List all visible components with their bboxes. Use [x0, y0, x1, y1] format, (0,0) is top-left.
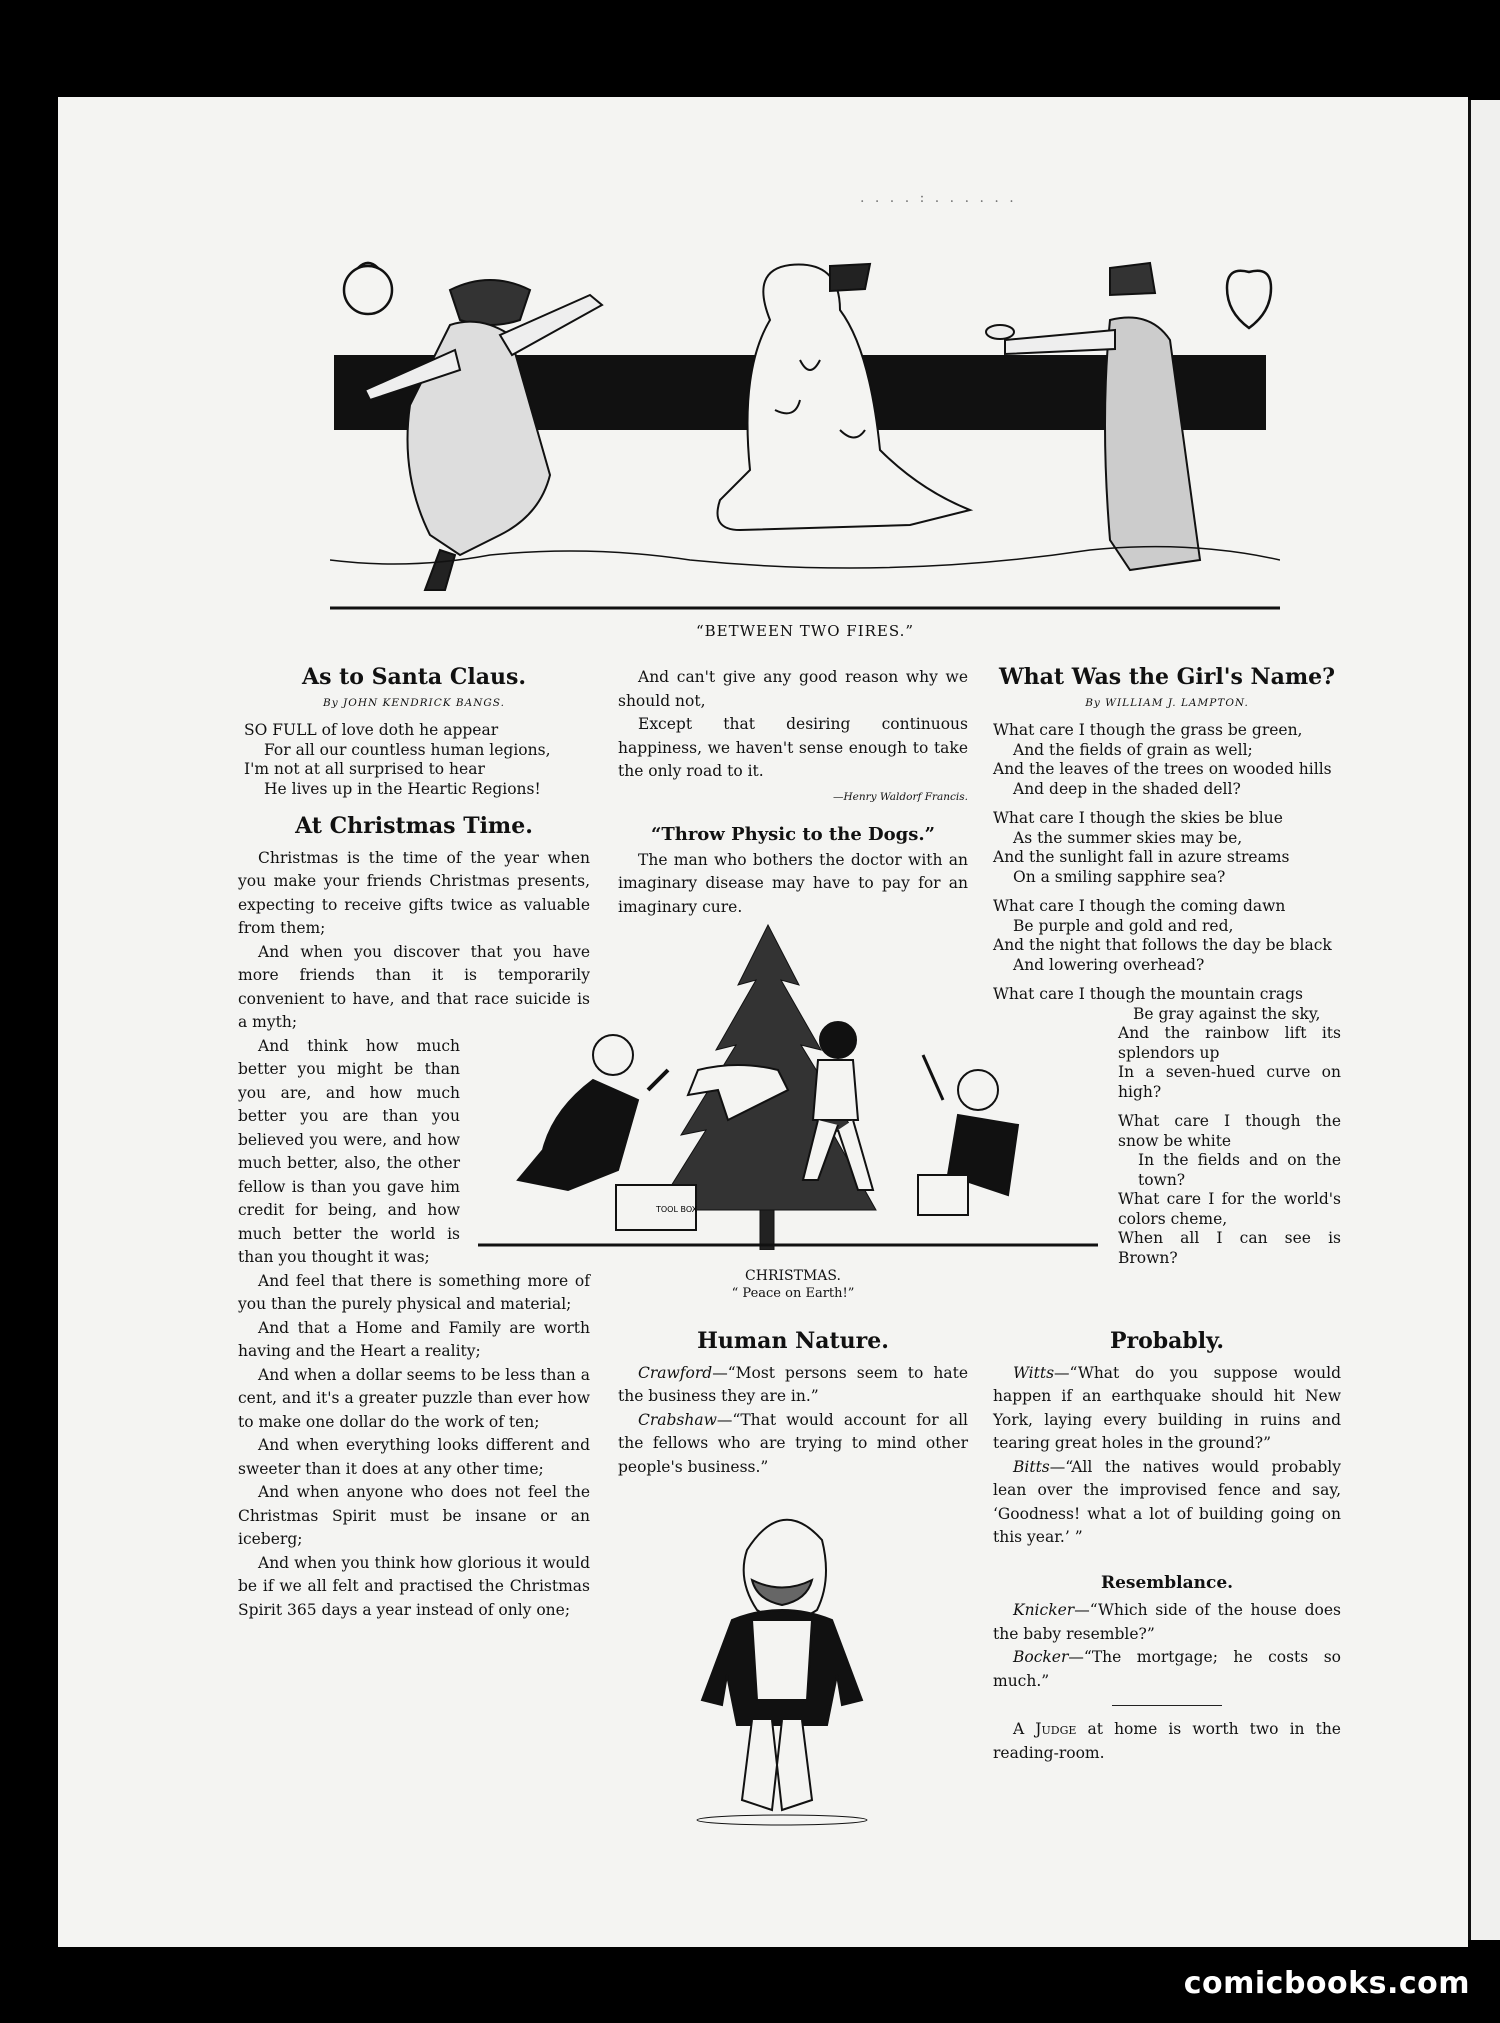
- poem-line: And the fields of grain as well;: [1013, 740, 1253, 759]
- probably-section: [993, 1330, 1341, 1765]
- girls-name-poem: [993, 721, 1341, 1268]
- adjacent-page-edge: [1468, 100, 1500, 1940]
- poem-line: What care I though the snow be white: [1118, 1112, 1341, 1150]
- dialogue-text: —“What do you suppose would happen if an earthquake should hit New York, laying every building in ruins and tearing great holes in the ground?”: [993, 1363, 1341, 1452]
- poem-line: And the night that follows the day be black: [993, 936, 1332, 954]
- poem-line: And the leaves of the trees on wooded hills: [993, 760, 1332, 778]
- poem-line: Be gray against the sky,: [1133, 1004, 1321, 1023]
- poem-line: And the sunlight fall in azure streams: [993, 848, 1290, 866]
- speaker-name: Witts: [1013, 1363, 1055, 1382]
- christmas-caption: [618, 1267, 968, 1303]
- dialogue-line: [993, 1599, 1341, 1646]
- speaker-name: Knicker: [1013, 1601, 1075, 1619]
- watermark: comicbooks.com: [1183, 1966, 1470, 2001]
- left-woman-figure: [365, 280, 602, 590]
- judge-suffix: at home is worth two in the reading-room.: [993, 1720, 1341, 1762]
- column-middle: [618, 666, 968, 919]
- paragraph: And think how much better you might be than you are, and how much better you are than you believed you were, and how much better, also, the other fellow is than you gave him credit for being, and how much better the world is than you thought it was;: [238, 1036, 460, 1266]
- poem-line: When all I can see is Brown?: [1118, 1229, 1341, 1267]
- stanza: [993, 809, 1341, 887]
- paragraph: And when anyone who does not feel the Christmas Spirit must be insane or an iceberg;: [238, 1483, 590, 1548]
- christmas-time-title: At Christmas Time.: [295, 813, 533, 839]
- dialogue-line: [618, 1409, 968, 1480]
- christmas-caption-subtitle: “ Peace on Earth!”: [731, 1286, 855, 1301]
- paragraph: And can't give any good reason why we should not,: [618, 668, 968, 710]
- poem-line: What care I though the grass be green,: [993, 721, 1303, 739]
- speaker-name: Crabshaw: [638, 1410, 717, 1429]
- santa-claus-byline: By JOHN KENDRICK BANGS.: [323, 696, 505, 709]
- gentleman-caricature-illustration: [692, 1490, 872, 1830]
- dialogue-line: [993, 1646, 1341, 1693]
- dialogue-text: —“That would account for all the fellows who are trying to mind other people's business.”: [618, 1410, 968, 1476]
- girls-name-title: What Was the Girl's Name?: [998, 664, 1336, 690]
- poem-line: SO FULL of love doth he appear: [244, 721, 499, 739]
- stanza: [993, 721, 1341, 799]
- paragraph: Christmas is the time of the year when you make your friends Christmas presents, expecting to receive gifts twice as valuable from them;: [238, 848, 590, 937]
- page-speckle: . . . . : . . . . . .: [860, 190, 1017, 206]
- paragraph: And when a dollar seems to be less than a cent, and it's a greater puzzle than ever how to make one dollar do the work of ten;: [238, 1365, 590, 1431]
- poem-line: What care I though the mountain crags: [993, 985, 1303, 1003]
- paragraph: Except that desiring continuous happiness, we haven't sense enough to take the only road to it.: [618, 715, 968, 780]
- dialogue-line: [993, 1456, 1341, 1550]
- poem-line: In the fields and on the town?: [1138, 1151, 1341, 1189]
- christmas-caption-title: CHRISTMAS.: [745, 1268, 841, 1284]
- stanza: [993, 985, 1341, 1102]
- human-nature-section: [618, 1330, 968, 1479]
- human-nature-title: Human Nature.: [697, 1328, 889, 1354]
- judge-note: [993, 1718, 1341, 1765]
- apple-ornament-left: [344, 263, 392, 314]
- paragraph: And when everything looks different and sweeter than it does at any other time;: [238, 1436, 590, 1478]
- paragraph: The man who bothers the doctor with an imaginary disease may have to pay for an imaginary cure.: [618, 850, 968, 916]
- dialogue-text: —“All the natives would probably lean over the improvised fence and say, ‘Goodness! what a lot of building going on this year.’ ”: [993, 1457, 1341, 1546]
- paragraph: And that a Home and Family are worth having and the Heart a reality;: [238, 1318, 590, 1360]
- toolbox-label: TOOL BOX: [656, 1205, 698, 1214]
- poem-line: He lives up in the Heartic Regions!: [264, 779, 541, 798]
- christmas-time-attribution: —Henry Waldorf Francis.: [833, 790, 968, 803]
- poem-line: In a seven-hued curve on high?: [1118, 1063, 1341, 1101]
- poem-line: What care I for the world's colors cheme,: [1118, 1190, 1341, 1228]
- between-two-fires-illustration: [330, 250, 1280, 615]
- poem-line: And lowering overhead?: [1013, 955, 1205, 974]
- paragraph: And feel that there is something more of you than the purely physical and material;: [238, 1271, 590, 1313]
- judge-name: Judge: [1035, 1720, 1077, 1738]
- santa-claus-poem: [238, 721, 590, 799]
- heart-ornament-right: [1227, 271, 1271, 328]
- poem-line: For all our countless human legions,: [264, 740, 551, 759]
- speaker-name: Crawford: [638, 1363, 713, 1382]
- poem-line: And the rainbow lift its splendors up: [1118, 1024, 1341, 1062]
- paragraph: And when you discover that you have more friends than it is temporarily convenient to have, and that race suicide is a myth;: [238, 942, 590, 1031]
- resemblance-title: Resemblance.: [1100, 1572, 1234, 1593]
- poem-line: What care I though the coming dawn: [993, 897, 1286, 915]
- probably-title: Probably.: [1109, 1328, 1225, 1354]
- stanza: [993, 897, 1341, 975]
- stanza: [993, 1112, 1341, 1268]
- speaker-name: Bocker: [1013, 1648, 1069, 1666]
- poem-line: And deep in the shaded dell?: [1013, 779, 1241, 798]
- dialogue-text: —“Most persons seem to hate the business they are in.”: [618, 1363, 968, 1405]
- divider-rule: [1112, 1705, 1222, 1706]
- poem-line: On a smiling sapphire sea?: [1013, 867, 1226, 886]
- dialogue-line: [993, 1362, 1341, 1456]
- dialogue-line: [618, 1362, 968, 1409]
- column-right: [993, 666, 1341, 1268]
- throw-physic-title: “Throw Physic to the Dogs.”: [650, 824, 936, 845]
- top-illustration-caption: “BETWEEN TWO FIRES.”: [695, 622, 915, 640]
- boy-with-hammer: [518, 1035, 696, 1230]
- poem-line: I'm not at all surprised to hear: [244, 760, 485, 778]
- poem-line: As the summer skies may be,: [1013, 828, 1243, 847]
- poem-line: What care I though the skies be blue: [993, 809, 1283, 827]
- dialogue-text: —“Which side of the house does the baby resemble?”: [993, 1601, 1341, 1643]
- dialogue-text: —“The mortgage; he costs so much.”: [993, 1648, 1341, 1690]
- paragraph: And when you think how glorious it would be if we all felt and practised the Christmas Spirit 365 days a year instead of only one;: [238, 1553, 590, 1619]
- santa-claus-title: As to Santa Claus.: [302, 664, 526, 690]
- girls-name-byline: By WILLIAM J. LAMPTON.: [1085, 696, 1249, 709]
- speaker-name: Bitts: [1013, 1457, 1050, 1476]
- judge-prefix: A: [1013, 1720, 1025, 1738]
- poem-line: Be purple and gold and red,: [1013, 916, 1234, 935]
